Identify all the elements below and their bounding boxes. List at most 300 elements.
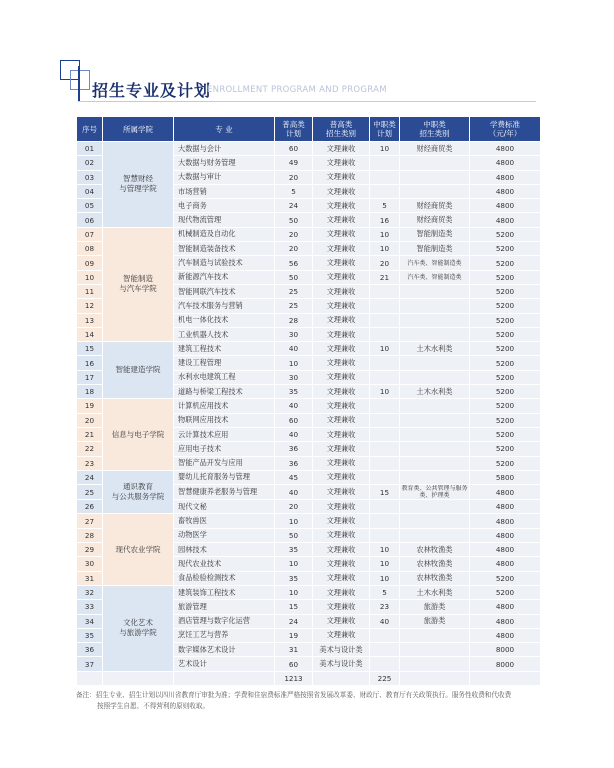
gen-plan-cell: 28: [275, 313, 313, 327]
gen-plan-cell: 5: [275, 184, 313, 198]
major-cell: 现代文秘: [174, 500, 275, 514]
title-decoration-square-offset: [70, 70, 90, 90]
fee-cell: 5200: [470, 342, 541, 356]
fee-cell: 4800: [470, 199, 541, 213]
gen-category-cell: 文理兼收: [313, 427, 370, 441]
gen-category-cell: 文理兼收: [313, 313, 370, 327]
voc-plan-cell: 5: [370, 199, 400, 213]
table-row: [77, 142, 541, 156]
row-no: 23: [77, 456, 103, 470]
row-no: 21: [77, 427, 103, 441]
voc-category-cell: [400, 170, 470, 184]
voc-category-cell: [400, 470, 470, 484]
row-no: 14: [77, 327, 103, 341]
fee-cell: 5200: [470, 256, 541, 270]
row-no: 13: [77, 313, 103, 327]
voc-category-cell: [400, 500, 470, 514]
voc-plan-cell: [370, 427, 400, 441]
gen-category-cell: 文理兼收: [313, 184, 370, 198]
major-cell: 工业机器人技术: [174, 327, 275, 341]
gen-plan-cell: 19: [275, 628, 313, 642]
voc-category-cell: 土木水利类: [400, 342, 470, 356]
gen-category-cell: 文理兼收: [313, 170, 370, 184]
table-row: [77, 227, 541, 241]
row-no: 30: [77, 557, 103, 571]
row-no: 26: [77, 500, 103, 514]
fee-cell: 8000: [470, 657, 541, 671]
row-no: 27: [77, 514, 103, 528]
voc-plan-cell: 10: [370, 342, 400, 356]
gen-plan-cell: 35: [275, 385, 313, 399]
voc-plan-cell: [370, 356, 400, 370]
gen-plan-cell: 40: [275, 342, 313, 356]
voc-plan-cell: 10: [370, 242, 400, 256]
major-cell: 数字媒体艺术设计: [174, 643, 275, 657]
row-no: 25: [77, 485, 103, 500]
voc-plan-cell: 10: [370, 385, 400, 399]
voc-plan-cell: [370, 442, 400, 456]
voc-plan-cell: [370, 657, 400, 671]
fee-cell: 5200: [470, 385, 541, 399]
voc-plan-cell: 10: [370, 142, 400, 156]
voc-category-cell: [400, 628, 470, 642]
major-cell: 物联网应用技术: [174, 413, 275, 427]
voc-category-cell: [400, 299, 470, 313]
total-blank-2: [103, 671, 174, 685]
voc-category-cell: 旅游类: [400, 600, 470, 614]
major-cell: 现代农业技术: [174, 557, 275, 571]
college-cell: 智能制造 与汽车学院: [103, 227, 174, 341]
voc-category-cell: 农林牧渔类: [400, 571, 470, 585]
gen-plan-cell: 40: [275, 399, 313, 413]
title-divider: [78, 101, 536, 102]
major-cell: 机电一体化技术: [174, 313, 275, 327]
major-cell: 艺术设计: [174, 657, 275, 671]
voc-plan-cell: [370, 470, 400, 484]
gen-plan-cell: 20: [275, 170, 313, 184]
fee-cell: 4800: [470, 485, 541, 500]
voc-plan-cell: 21: [370, 270, 400, 284]
row-no: 12: [77, 299, 103, 313]
voc-category-cell: 财经商贸类: [400, 199, 470, 213]
major-cell: 大数据与会计: [174, 142, 275, 156]
fee-cell: 4800: [470, 528, 541, 542]
gen-category-cell: 文理兼收: [313, 242, 370, 256]
gen-plan-cell: 56: [275, 256, 313, 270]
gen-category-cell: 文理兼收: [313, 156, 370, 170]
voc-plan-cell: 16: [370, 213, 400, 227]
enrollment-plan-table: [76, 116, 541, 686]
row-no: 36: [77, 643, 103, 657]
gen-category-cell: 文理兼收: [313, 213, 370, 227]
voc-plan-cell: [370, 170, 400, 184]
gen-plan-cell: 31: [275, 643, 313, 657]
gen-category-cell: 文理兼收: [313, 327, 370, 341]
table-row: [77, 514, 541, 528]
row-no: 09: [77, 256, 103, 270]
gen-plan-cell: 35: [275, 543, 313, 557]
total-voc-plan: 225: [370, 671, 400, 685]
gen-category-cell: 文理兼收: [313, 399, 370, 413]
fee-cell: 4800: [470, 628, 541, 642]
fee-cell: 4800: [470, 600, 541, 614]
gen-category-cell: 文理兼收: [313, 557, 370, 571]
gen-plan-cell: 50: [275, 270, 313, 284]
table-header-row: [77, 117, 541, 142]
voc-category-cell: 旅游类: [400, 614, 470, 628]
voc-plan-cell: 10: [370, 557, 400, 571]
fee-cell: 5200: [470, 227, 541, 241]
fee-cell: 5200: [470, 370, 541, 384]
gen-plan-cell: 60: [275, 657, 313, 671]
major-cell: 智能制造装备技术: [174, 242, 275, 256]
major-cell: 婴幼儿托育服务与管理: [174, 470, 275, 484]
table-row: [77, 585, 541, 599]
voc-plan-cell: [370, 156, 400, 170]
voc-plan-cell: [370, 184, 400, 198]
voc-category-cell: [400, 657, 470, 671]
header-major: 专 业: [174, 117, 275, 142]
voc-category-cell: [400, 370, 470, 384]
major-cell: 建设工程管理: [174, 356, 275, 370]
header-fee: 学费标准 （元/年）: [470, 117, 541, 142]
row-no: 34: [77, 614, 103, 628]
page-subtitle: ENROLLMENT PROGRAM AND PROGRAM: [207, 85, 387, 95]
voc-category-cell: 农林牧渔类: [400, 557, 470, 571]
voc-category-cell: [400, 456, 470, 470]
fee-cell: 5200: [470, 413, 541, 427]
gen-category-cell: 文理兼收: [313, 413, 370, 427]
voc-plan-cell: 5: [370, 585, 400, 599]
voc-category-cell: 智能制造类: [400, 242, 470, 256]
voc-plan-cell: [370, 456, 400, 470]
voc-category-cell: [400, 427, 470, 441]
gen-category-cell: 文理兼收: [313, 600, 370, 614]
voc-plan-cell: 15: [370, 485, 400, 500]
voc-category-cell: [400, 643, 470, 657]
gen-plan-cell: 25: [275, 284, 313, 298]
row-no: 20: [77, 413, 103, 427]
fee-cell: 5200: [470, 442, 541, 456]
fee-cell: 4800: [470, 213, 541, 227]
gen-plan-cell: 30: [275, 327, 313, 341]
fee-cell: 5200: [470, 284, 541, 298]
row-no: 24: [77, 470, 103, 484]
gen-plan-cell: 10: [275, 585, 313, 599]
gen-plan-cell: 60: [275, 413, 313, 427]
major-cell: 市场营销: [174, 184, 275, 198]
gen-category-cell: 文理兼收: [313, 385, 370, 399]
row-no: 31: [77, 571, 103, 585]
gen-category-cell: 文理兼收: [313, 299, 370, 313]
fee-cell: 5200: [470, 399, 541, 413]
voc-plan-cell: 10: [370, 227, 400, 241]
fee-cell: 4800: [470, 557, 541, 571]
gen-plan-cell: 20: [275, 500, 313, 514]
row-no: 29: [77, 543, 103, 557]
college-cell: 智慧财经 与管理学院: [103, 142, 174, 228]
voc-category-cell: 农林牧渔类: [400, 543, 470, 557]
gen-plan-cell: 30: [275, 370, 313, 384]
row-no: 06: [77, 213, 103, 227]
fee-cell: 4800: [470, 170, 541, 184]
gen-category-cell: 美术与设计类: [313, 643, 370, 657]
fee-cell: 5200: [470, 299, 541, 313]
voc-category-cell: [400, 399, 470, 413]
gen-plan-cell: 25: [275, 299, 313, 313]
voc-category-cell: [400, 284, 470, 298]
header-gen-category: 普高类 招生类别: [313, 117, 370, 142]
voc-category-cell: [400, 356, 470, 370]
major-cell: 建筑工程技术: [174, 342, 275, 356]
fee-cell: 5200: [470, 427, 541, 441]
voc-category-cell: 土木水利类: [400, 385, 470, 399]
major-cell: 畜牧兽医: [174, 514, 275, 528]
voc-category-cell: [400, 156, 470, 170]
voc-category-cell: 土木水利类: [400, 585, 470, 599]
table-body: [77, 142, 541, 686]
gen-category-cell: 文理兼收: [313, 199, 370, 213]
gen-plan-cell: 60: [275, 142, 313, 156]
major-cell: 智能产品开发与应用: [174, 456, 275, 470]
voc-plan-cell: [370, 399, 400, 413]
gen-plan-cell: 50: [275, 528, 313, 542]
gen-category-cell: 文理兼收: [313, 470, 370, 484]
gen-category-cell: 文理兼收: [313, 528, 370, 542]
voc-plan-cell: [370, 628, 400, 642]
fee-cell: 4800: [470, 142, 541, 156]
voc-category-cell: 财经商贸类: [400, 142, 470, 156]
gen-plan-cell: 40: [275, 427, 313, 441]
total-gen-plan: 1213: [275, 671, 313, 685]
gen-plan-cell: 20: [275, 227, 313, 241]
gen-category-cell: 文理兼收: [313, 356, 370, 370]
voc-category-cell: 汽车类、智能制造类: [400, 256, 470, 270]
voc-plan-cell: [370, 370, 400, 384]
header-gen-plan: 普高类 计划: [275, 117, 313, 142]
gen-plan-cell: 24: [275, 614, 313, 628]
voc-plan-cell: 10: [370, 543, 400, 557]
table-row: [77, 399, 541, 413]
college-cell: 信息与电子学院: [103, 399, 174, 470]
table-row: [77, 342, 541, 356]
voc-category-cell: 汽车类、智能制造类: [400, 270, 470, 284]
college-cell: 文化艺术 与旅游学院: [103, 585, 174, 671]
gen-category-cell: 文理兼收: [313, 227, 370, 241]
major-cell: 动物医学: [174, 528, 275, 542]
voc-plan-cell: [370, 643, 400, 657]
row-no: 35: [77, 628, 103, 642]
header-college: 所属学院: [103, 117, 174, 142]
major-cell: 云计算技术应用: [174, 427, 275, 441]
major-cell: 电子商务: [174, 199, 275, 213]
total-blank-5: [400, 671, 470, 685]
gen-category-cell: 文理兼收: [313, 256, 370, 270]
header-no: 序号: [77, 117, 103, 142]
footnote-line-2: 按照学生自愿、不得营利的原则收取。: [97, 702, 210, 710]
voc-plan-cell: 40: [370, 614, 400, 628]
row-no: 05: [77, 199, 103, 213]
gen-category-cell: 文理兼收: [313, 284, 370, 298]
row-no: 17: [77, 370, 103, 384]
row-no: 33: [77, 600, 103, 614]
voc-plan-cell: [370, 299, 400, 313]
gen-plan-cell: 24: [275, 199, 313, 213]
gen-category-cell: 文理兼收: [313, 500, 370, 514]
major-cell: 计算机应用技术: [174, 399, 275, 413]
voc-plan-cell: [370, 327, 400, 341]
row-no: 04: [77, 184, 103, 198]
voc-category-cell: [400, 528, 470, 542]
gen-category-cell: 文理兼收: [313, 270, 370, 284]
total-blank-1: [77, 671, 103, 685]
voc-category-cell: [400, 184, 470, 198]
gen-plan-cell: 10: [275, 557, 313, 571]
voc-category-cell: [400, 327, 470, 341]
header-voc-plan: 中职类 计划: [370, 117, 400, 142]
gen-category-cell: 美术与设计类: [313, 657, 370, 671]
fee-cell: 5800: [470, 470, 541, 484]
total-blank-3: [174, 671, 275, 685]
major-cell: 智慧健康养老服务与管理: [174, 485, 275, 500]
major-cell: 食品检验检测技术: [174, 571, 275, 585]
voc-category-cell: [400, 313, 470, 327]
voc-plan-cell: [370, 500, 400, 514]
fee-cell: 4800: [470, 156, 541, 170]
fee-cell: 4800: [470, 514, 541, 528]
fee-cell: 5200: [470, 456, 541, 470]
gen-category-cell: 文理兼收: [313, 514, 370, 528]
major-cell: 新能源汽车技术: [174, 270, 275, 284]
major-cell: 汽车制造与试验技术: [174, 256, 275, 270]
voc-plan-cell: [370, 284, 400, 298]
fee-cell: 4800: [470, 543, 541, 557]
voc-category-cell: [400, 442, 470, 456]
gen-plan-cell: 10: [275, 356, 313, 370]
voc-category-cell: [400, 413, 470, 427]
college-cell: 智能建造学院: [103, 342, 174, 399]
gen-plan-cell: 35: [275, 571, 313, 585]
major-cell: 建筑装饰工程技术: [174, 585, 275, 599]
gen-plan-cell: 10: [275, 514, 313, 528]
voc-category-cell: [400, 514, 470, 528]
voc-plan-cell: [370, 528, 400, 542]
college-cell: 现代农业学院: [103, 514, 174, 585]
major-cell: 智能网联汽车技术: [174, 284, 275, 298]
gen-plan-cell: 20: [275, 242, 313, 256]
gen-category-cell: 文理兼收: [313, 543, 370, 557]
gen-plan-cell: 15: [275, 600, 313, 614]
gen-category-cell: 文理兼收: [313, 571, 370, 585]
row-no: 15: [77, 342, 103, 356]
major-cell: 酒店管理与数字化运营: [174, 614, 275, 628]
voc-category-cell: 教育类、公共管理与服务类、护理类: [401, 485, 468, 500]
fee-cell: 5200: [470, 242, 541, 256]
major-cell: 应用电子技术: [174, 442, 275, 456]
row-no: 08: [77, 242, 103, 256]
fee-cell: 8000: [470, 643, 541, 657]
major-cell: 机械制造及自动化: [174, 227, 275, 241]
row-no: 37: [77, 657, 103, 671]
row-no: 32: [77, 585, 103, 599]
row-no: 03: [77, 170, 103, 184]
major-cell: 道路与桥梁工程技术: [174, 385, 275, 399]
fee-cell: 5200: [470, 571, 541, 585]
major-cell: 水利水电建筑工程: [174, 370, 275, 384]
voc-plan-cell: 23: [370, 600, 400, 614]
gen-plan-cell: 49: [275, 156, 313, 170]
gen-category-cell: 文理兼收: [313, 485, 370, 500]
fee-cell: 5200: [470, 270, 541, 284]
row-no: 11: [77, 284, 103, 298]
gen-plan-cell: 50: [275, 213, 313, 227]
voc-plan-cell: [370, 514, 400, 528]
gen-plan-cell: 36: [275, 456, 313, 470]
college-cell: 通识教育 与公共服务学院: [103, 470, 174, 514]
row-no: 02: [77, 156, 103, 170]
voc-plan-cell: [370, 313, 400, 327]
fee-cell: 5200: [470, 356, 541, 370]
gen-category-cell: 文理兼收: [313, 585, 370, 599]
gen-plan-cell: 45: [275, 470, 313, 484]
voc-plan-cell: 10: [370, 571, 400, 585]
fee-cell: 4800: [470, 614, 541, 628]
total-blank-4: [313, 671, 370, 685]
major-cell: 旅游管理: [174, 600, 275, 614]
fee-cell: 4800: [470, 184, 541, 198]
gen-plan-cell: 36: [275, 442, 313, 456]
row-no: 18: [77, 385, 103, 399]
fee-cell: 5200: [470, 585, 541, 599]
voc-category-cell: 智能制造类: [400, 227, 470, 241]
row-no: 07: [77, 227, 103, 241]
row-no: 10: [77, 270, 103, 284]
total-row: [77, 671, 541, 685]
major-cell: 大数据与审计: [174, 170, 275, 184]
row-no: 16: [77, 356, 103, 370]
fee-cell: 5200: [470, 313, 541, 327]
total-blank-6: [470, 671, 541, 685]
voc-plan-cell: 20: [370, 256, 400, 270]
gen-category-cell: 文理兼收: [313, 456, 370, 470]
major-cell: 烹饪工艺与营养: [174, 628, 275, 642]
major-cell: 大数据与财务管理: [174, 156, 275, 170]
gen-category-cell: 文理兼收: [313, 342, 370, 356]
gen-category-cell: 文理兼收: [313, 628, 370, 642]
row-no: 22: [77, 442, 103, 456]
voc-category-cell: 财经商贸类: [400, 213, 470, 227]
gen-category-cell: 文理兼收: [313, 614, 370, 628]
gen-plan-cell: 40: [275, 485, 313, 500]
fee-cell: 5200: [470, 327, 541, 341]
row-no: 01: [77, 142, 103, 156]
row-no: 28: [77, 528, 103, 542]
gen-category-cell: 文理兼收: [313, 142, 370, 156]
major-cell: 现代物流管理: [174, 213, 275, 227]
page-title: 招生专业及计划: [92, 81, 212, 100]
title-accent-bar: [78, 66, 80, 102]
gen-category-cell: 文理兼收: [313, 370, 370, 384]
major-cell: 园林技术: [174, 543, 275, 557]
major-cell: 汽车技术服务与营销: [174, 299, 275, 313]
footnote-line-1: 备注：招生专业、招生计划以四川省教育厅审批为准；学费和住宿费标准严格按照省发展改革委、财政厅、教育厅有关政策执行。服务性收费和代收费: [76, 691, 512, 699]
voc-plan-cell: [370, 413, 400, 427]
gen-category-cell: 文理兼收: [313, 442, 370, 456]
header-voc-category: 中职类 招生类别: [400, 117, 470, 142]
table-row: [77, 470, 541, 484]
fee-cell: 4800: [470, 500, 541, 514]
footnote: [76, 690, 546, 712]
